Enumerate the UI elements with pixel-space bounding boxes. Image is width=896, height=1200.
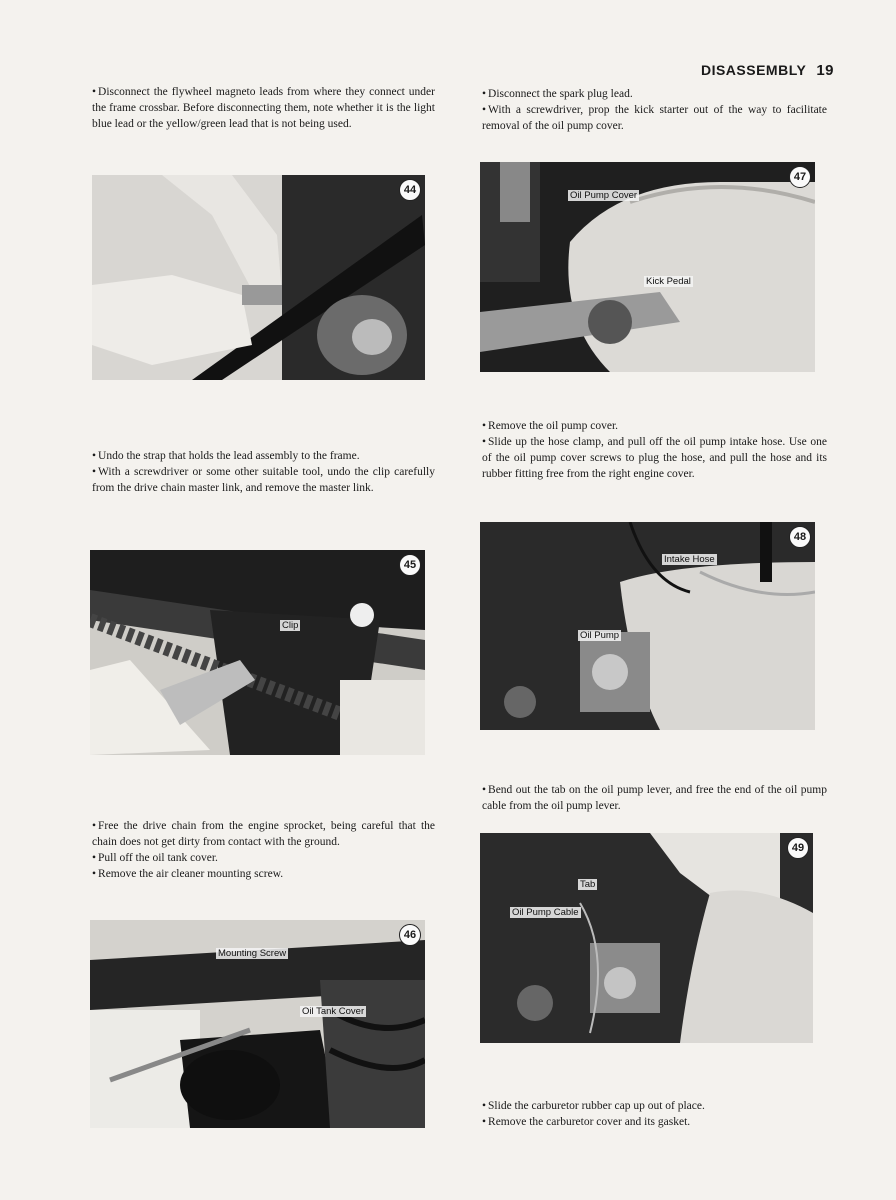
bullet-item: • With a screwdriver or some other suitable tool, undo the clip carefully from the drive chain master link, and remove the master link. — [92, 464, 435, 496]
figure-45-image — [90, 550, 425, 755]
figure-47-photo — [480, 162, 815, 372]
figure-45-label: Clip — [282, 620, 299, 631]
figure-48-photo — [480, 522, 815, 730]
left-text-block-2 — [92, 448, 435, 496]
figure-47-label-kick-pedal: Kick Pedal — [646, 276, 691, 287]
page-number: 19 — [816, 62, 834, 79]
bullet-item: • Remove the oil pump cover. — [482, 418, 827, 434]
bullet-item: • Undo the strap that holds the lead assembly to the frame. — [92, 448, 435, 464]
right-text-block-2 — [482, 418, 827, 482]
figure-47-label-oil-pump-cover: Oil Pump Cover — [570, 190, 638, 201]
figure-48-label-intake-hose: Intake Hose — [664, 554, 715, 565]
bullet-item: • Bend out the tab on the oil pump lever, and free the end of the oil pump cable from the oil pump lever. — [482, 782, 827, 814]
left-text-block-1 — [92, 84, 435, 132]
figure-44-image — [92, 175, 425, 380]
right-text-block-1 — [482, 86, 827, 134]
figure-44-photo — [92, 175, 425, 380]
figure-47-number: 47 — [789, 166, 811, 188]
bullet-item: • With a screwdriver, prop the kick starter out of the way to facilitate removal of the oil pump cover. — [482, 102, 827, 134]
right-text-block-4 — [482, 1098, 827, 1130]
bullet-item: • Free the drive chain from the engine sprocket, being careful that the chain does not get dirty from contact with the ground. — [92, 818, 435, 850]
bullet-item: • Slide the carburetor rubber cap up out of place. — [482, 1098, 827, 1114]
figure-46-photo — [90, 920, 425, 1128]
bullet-item: • Pull off the oil tank cover. — [92, 850, 435, 866]
figure-46-label-oil-tank-cover: Oil Tank Cover — [302, 1006, 365, 1017]
page-header — [701, 62, 834, 79]
section-title: DISASSEMBLY — [700, 62, 807, 78]
figure-48-label-oil-pump: Oil Pump — [580, 630, 620, 641]
bullet-item: • Disconnect the spark plug lead. — [482, 86, 827, 102]
bullet-item: • Remove the air cleaner mounting screw. — [92, 866, 435, 882]
figure-49-image — [480, 833, 813, 1043]
left-text-block-3 — [92, 818, 435, 882]
figure-45-photo — [90, 550, 425, 755]
figure-45-number: 45 — [399, 554, 421, 576]
figure-44-number: 44 — [399, 179, 421, 201]
figure-46-label-mounting-screw: Mounting Screw — [218, 948, 287, 959]
figure-46-number: 46 — [399, 924, 421, 946]
figure-49-label-tab: Tab — [580, 879, 596, 890]
figure-48-image — [480, 522, 815, 730]
right-text-block-3 — [482, 782, 827, 814]
figure-47-image — [480, 162, 815, 372]
figure-49-label-oil-pump-cable: Oil Pump Cable — [512, 907, 579, 918]
figure-49-number: 49 — [787, 837, 809, 859]
bullet-item: • Disconnect the flywheel magneto leads from where they connect under the frame crossbar. Before disconnecting them, note whether it is the light blue lead or the yellow/green lead that is not being used. — [92, 84, 435, 132]
figure-49-photo — [480, 833, 813, 1043]
bullet-item: • Remove the carburetor cover and its gasket. — [482, 1114, 827, 1130]
bullet-item: • Slide up the hose clamp, and pull off the oil pump intake hose. Use one of the oil pump cover screws to plug the hose, and pull the hose and its rubber fitting free from the right engine cover. — [482, 434, 827, 482]
figure-48-number: 48 — [789, 526, 811, 548]
